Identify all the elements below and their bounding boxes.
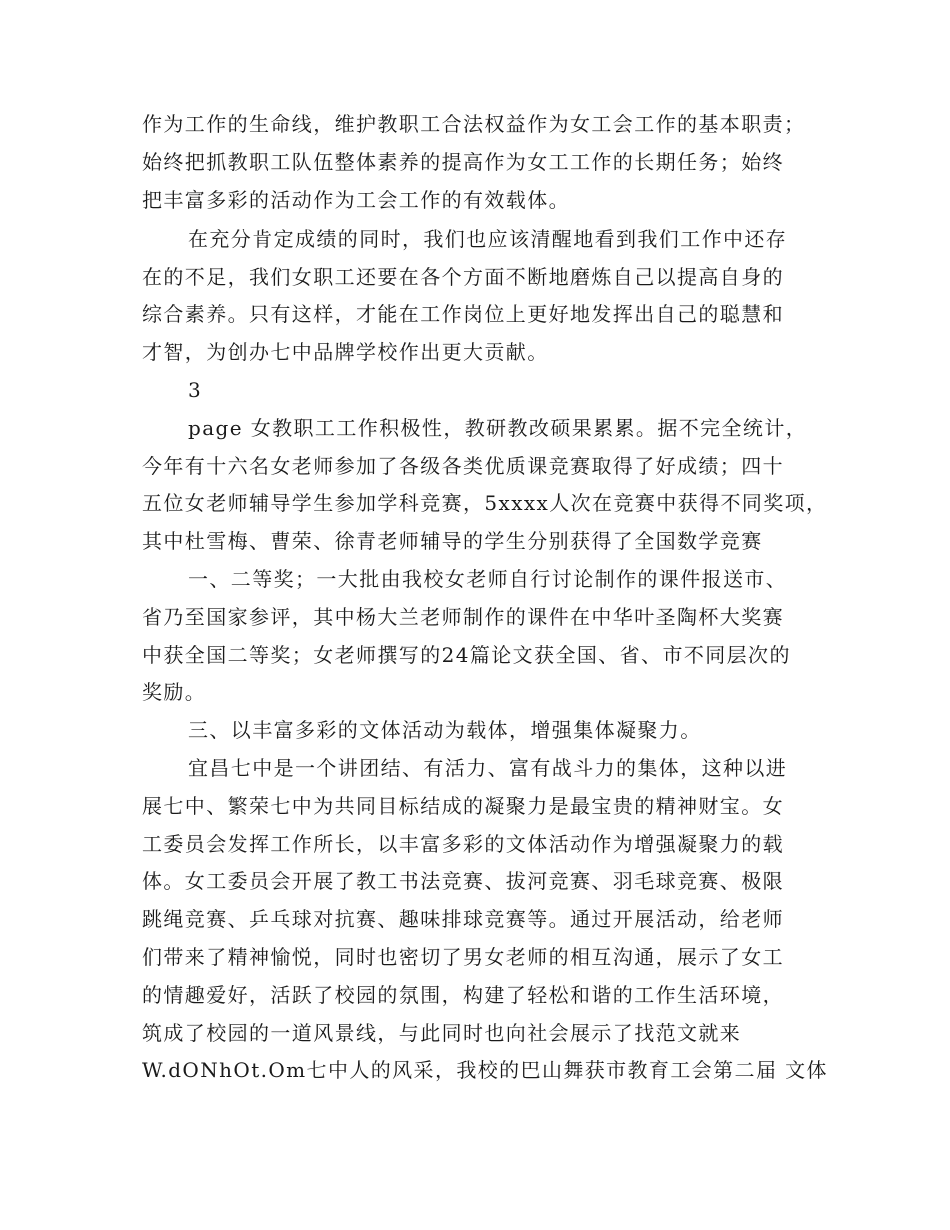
body-text-line: 工委员会发挥工作所长，以丰富多彩的文体活动作为增强凝聚力的载 [142,832,784,856]
body-text-line: 跳绳竞赛、乒乓球对抗赛、趣味排球竞赛等。通过开展活动，给老师 [142,907,784,931]
body-text-line: 五位女老师辅导学生参加学科竞赛，5xxxx人次在竞赛中获得不同奖项， [142,491,828,515]
body-text-line: 筑成了校园的一道风景线，与此同时也向社会展示了找范文就来 [142,1021,742,1045]
body-text-line: 中获全国二等奖；女老师撰写的24篇论文获全国、省、市不同层次的 [142,643,791,667]
body-text-line: 在的不足，我们女职工还要在各个方面不断地磨炼自己以提高自身的 [142,265,784,289]
body-text-line: page 女教职工工作积极性，教研教改硕果累累。据不完全统计， [188,416,808,440]
body-text-line: W.dONhOt.Om七中人的风采，我校的巴山舞获市教育工会第二届 文体 [142,1058,828,1082]
body-text-line: 在充分肯定成绩的同时，我们也应该清醒地看到我们工作中还存 [188,227,788,251]
body-text-line: 一、二等奖；一大批由我校女老师自行讨论制作的课件报送市、 [188,567,788,591]
body-text-line: 才智，为创办七中品牌学校作出更大贡献。 [142,340,549,364]
body-text-line: 展七中、繁荣七中为共同目标结成的凝聚力是最宝贵的精神财宝。女 [142,794,784,818]
body-text-line: 们带来了精神愉悦，同时也密切了男女老师的相互沟通，展示了女工 [142,945,784,969]
body-text-line: 宜昌七中是一个讲团结、有活力、富有战斗力的集体，这种以进 [188,756,788,780]
body-text-line: 其中杜雪梅、曹荣、徐青老师辅导的学生分别获得了全国数学竞赛 [142,529,763,553]
body-text-line: 的情趣爱好，活跃了校园的氛围，构建了轻松和谐的工作生活环境， [142,983,784,1007]
body-text-line: 作为工作的生命线，维护教职工合法权益作为女工会工作的基本职责； [142,112,806,136]
body-text-line: 把丰富多彩的活动作为工会工作的有效载体。 [142,188,570,212]
body-text-line: 体。女工委员会开展了教工书法竞赛、拔河竞赛、羽毛球竞赛、极限 [142,869,784,893]
body-text-line: 今年有十六名女老师参加了各级各类优质课竞赛取得了好成绩；四十 [142,454,784,478]
body-text-line: 始终把抓教职工队伍整体素养的提高作为女工工作的长期任务；始终 [142,150,784,174]
body-text-line: 奖励。 [142,680,207,704]
body-text-line: 综合素养。只有这样，才能在工作岗位上更好地发挥出自己的聪慧和 [142,302,784,326]
section-heading: 三、以丰富多彩的文体活动为载体，增强集体凝聚力。 [188,718,702,742]
body-text-line: 省乃至国家参评，其中杨大兰老师制作的课件在中华叶圣陶杯大奖赛 [142,605,784,629]
page-number: 3 [188,378,203,402]
